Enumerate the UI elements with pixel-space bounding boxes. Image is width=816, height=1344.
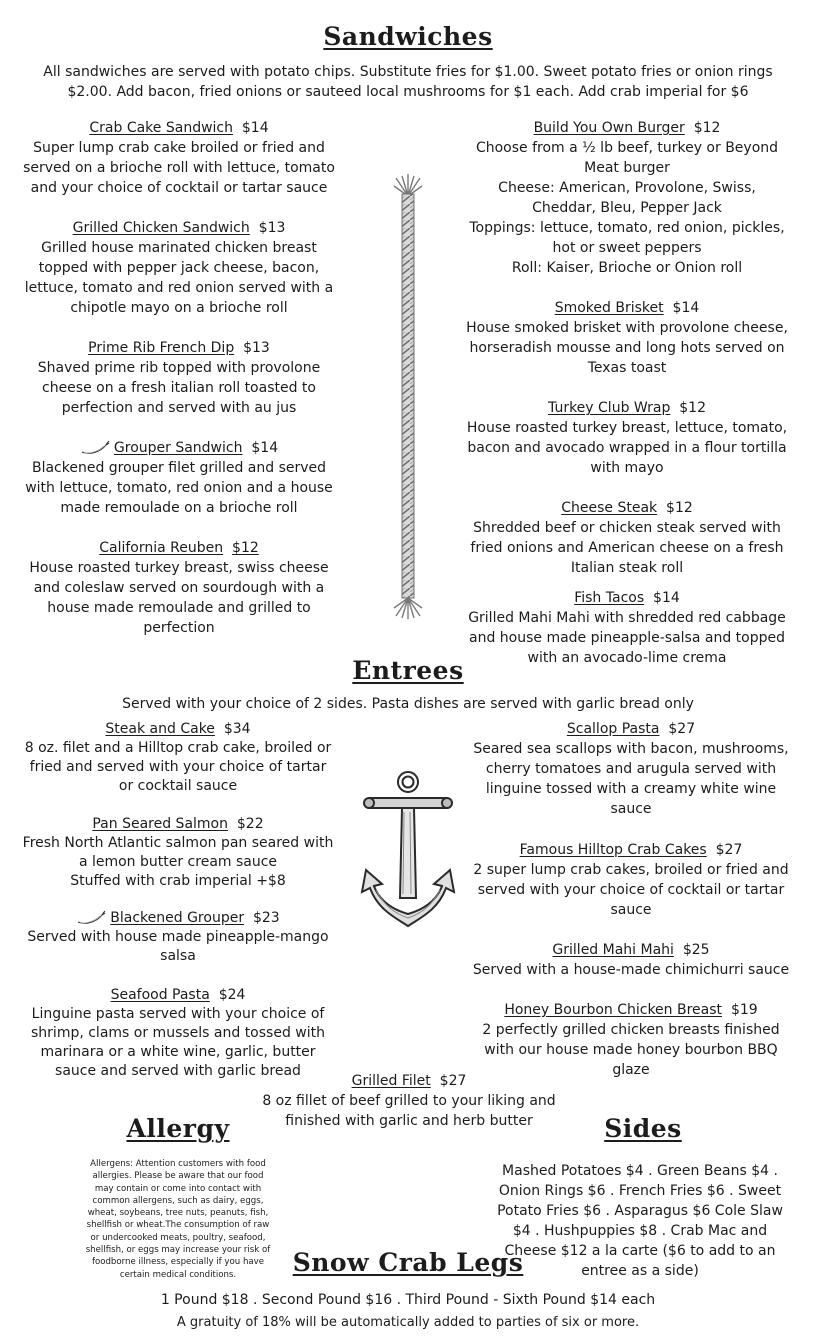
item-name: Grouper Sandwich — [113, 440, 243, 456]
menu-item-grouper-sandwich — [18, 438, 340, 518]
entrees-intro: Served with your choice of 2 sides. Pasta dishes are served with garlic bread only — [122, 696, 694, 712]
item-name: Grilled Filet — [351, 1073, 431, 1089]
item-price: $23 — [252, 910, 280, 926]
item-price: $12 — [679, 400, 706, 416]
salmon-add-on: Stuffed with crab imperial +$8 — [70, 873, 286, 889]
item-description: House smoked brisket with provolone cheese, horseradish mousse and long hots served on Texas toast — [466, 320, 788, 376]
menu-item-turkey-club-wrap — [466, 398, 788, 478]
item-description: 2 super lump crab cakes, broiled or fried and served with your choice of cocktail or tartar sauce — [473, 862, 789, 918]
item-name: Blackened Grouper — [110, 910, 245, 926]
item-description: Blackened grouper filet grilled and served with lettuce, tomato, red onion and a house made remoulade on a brioche roll — [25, 460, 333, 516]
item-name: Turkey Club Wrap — [548, 400, 671, 416]
item-name: Grilled Mahi Mahi — [552, 942, 674, 958]
item-description: House roasted turkey breast, swiss cheese and coleslaw served on sourdough with a house made remoulade and grilled to perfection — [29, 560, 329, 636]
menu-item-cheese-steak — [466, 498, 788, 578]
item-price: $14 — [241, 120, 269, 136]
sides-list: Mashed Potatoes $4 . Green Beans $4 . Onion Rings $6 . French Fries $6 . Sweet Potato Fries $6 . Asparagus $6 Cole Slaw $4 . Hushpuppies $8 . Crab Mac and Cheese $12 a la carte ($6 to add to an entree as a side) — [497, 1163, 783, 1279]
item-name: Cheese Steak — [561, 500, 658, 516]
allergy-notice: Allergens: Attention customers with food allergies. Please be aware that our food may contain or come into contact with common allergens, such as dairy, eggs, wheat, soybeans, tree nuts, peanuts, fish, shellfish or wheat.The consumption of raw or undercooked meats, poultry, seafood, shellfish, or eggs may increase your risk of foodborne illness, especially if you have certain medical conditions. — [85, 1159, 271, 1280]
menu-item-prime-rib-french-dip — [18, 338, 340, 418]
menu-item-california-reuben — [18, 538, 340, 638]
sandwiches-intro: All sandwiches are served with potato chips. Substitute fries for $1.00. Sweet potato fries or onion rings $2.00. Add bacon, fried onions or sauteed local mushrooms for $1 each. Add crab imperial for $6 — [43, 64, 773, 100]
item-description: Seared sea scallops with bacon, mushrooms, cherry tomatoes and arugula served with linguine tossed with a creamy white wine sauce — [473, 741, 789, 817]
item-name: Fish Tacos — [574, 590, 645, 606]
item-price: $27 — [715, 842, 743, 858]
burger-cheese-options: Cheese: American, Provolone, Swiss, Cheddar, Bleu, Pepper Jack — [498, 180, 756, 216]
item-description: Shaved prime rib topped with provolone cheese on a fresh italian roll toasted to perfection and served with au jus — [37, 360, 321, 416]
item-description: 8 oz fillet of beef grilled to your liking and finished with garlic and herb butter — [262, 1093, 556, 1129]
menu-item-build-your-own-burger — [466, 118, 788, 278]
item-description: 2 perfectly grilled chicken breasts finished with our house made honey bourbon BBQ glaze — [482, 1022, 780, 1078]
allergy-heading: Allergy — [126, 1114, 230, 1143]
item-description: Served with house made pineapple-mango salsa — [27, 929, 329, 964]
item-description: House roasted turkey breast, lettuce, tomato, bacon and avocado wrapped in a flour tortilla with mayo — [466, 420, 788, 476]
menu-item-steak-and-cake — [22, 720, 334, 796]
item-name: Seafood Pasta — [110, 987, 210, 1003]
item-name: Prime Rib French Dip — [88, 340, 235, 356]
menu-item-grilled-chicken-sandwich — [18, 218, 340, 318]
item-description: Choose from a ½ lb beef, turkey or Beyond Meat burger — [475, 140, 779, 176]
chili-pepper-icon — [76, 910, 106, 926]
menu-item-pan-seared-salmon — [22, 815, 334, 891]
sides-heading: Sides — [604, 1114, 682, 1143]
item-price: $34 — [223, 721, 251, 737]
item-price: $14 — [672, 300, 700, 316]
menu-item-blackened-grouper — [22, 909, 334, 966]
item-description: Shredded beef or chicken steak served with fried onions and American cheese on a fresh Italian steak roll — [470, 520, 784, 576]
snow-crab-legs-heading: Snow Crab Legs — [292, 1248, 524, 1277]
item-price: $12 — [232, 540, 259, 556]
item-name: Smoked Brisket — [554, 300, 664, 316]
snow-crab-legs-prices: 1 Pound $18 . Second Pound $16 . Third Pound - Sixth Pound $14 each — [160, 1292, 656, 1308]
menu-item-grilled-mahi-mahi — [472, 940, 790, 980]
menu-item-grilled-filet — [260, 1071, 558, 1131]
item-name: California Reuben — [99, 540, 224, 556]
item-price: $13 — [243, 340, 270, 356]
item-name: Honey Bourbon Chicken Breast — [504, 1002, 723, 1018]
menu-item-crab-cake-sandwich — [18, 118, 340, 198]
item-description: 8 oz. filet and a Hilltop crab cake, broiled or fried and served with your choice of tartar or cocktail sauce — [24, 740, 332, 794]
menu-item-seafood-pasta — [22, 986, 334, 1081]
anchor-icon — [356, 768, 460, 930]
item-price: $24 — [218, 987, 246, 1003]
item-price: $25 — [682, 942, 710, 958]
item-price: $22 — [236, 816, 264, 832]
entrees-heading: Entrees — [352, 656, 464, 685]
item-description: Served with a house-made chimichurri sauce — [472, 962, 790, 978]
menu-item-smoked-brisket — [466, 298, 788, 378]
item-name: Crab Cake Sandwich — [89, 120, 233, 136]
item-name: Steak and Cake — [105, 721, 215, 737]
rope-divider-icon — [390, 172, 426, 620]
sandwiches-heading: Sandwiches — [323, 22, 493, 51]
item-description: Linguine pasta served with your choice of shrimp, clams or mussels and tossed with marinara or a white wine, garlic, butter sauce and served with garlic bread — [31, 1006, 325, 1079]
chili-pepper-icon — [80, 440, 110, 456]
burger-roll-options: Roll: Kaiser, Brioche or Onion roll — [511, 260, 743, 276]
item-name: Pan Seared Salmon — [92, 816, 228, 832]
menu-item-famous-hilltop-crab-cakes — [472, 840, 790, 920]
item-price: $12 — [693, 120, 721, 136]
item-price: $27 — [668, 721, 696, 737]
item-description: Super lump crab cake broiled or fried and served on a brioche roll with lettuce, tomato and your choice of cocktail or tartar sauce — [23, 140, 335, 196]
item-name: Famous Hilltop Crab Cakes — [519, 842, 707, 858]
item-price: $12 — [666, 500, 693, 516]
item-name: Build You Own Burger — [533, 120, 685, 136]
menu-item-honey-bourbon-chicken-breast — [472, 1000, 790, 1080]
gratuity-notice: A gratuity of 18% will be automatically added to parties of six or more. — [176, 1315, 640, 1330]
item-price: $14 — [251, 440, 279, 456]
item-description: Grilled Mahi Mahi with shredded red cabbage and house made pineapple-salsa and topped with an avocado-lime crema — [468, 610, 786, 666]
menu-item-scallop-pasta — [472, 720, 790, 819]
item-name: Grilled Chicken Sandwich — [72, 220, 250, 236]
item-price: $19 — [730, 1002, 758, 1018]
item-description: Fresh North Atlantic salmon pan seared with a lemon butter cream sauce — [22, 835, 334, 870]
item-price: $27 — [439, 1073, 467, 1089]
item-price: $14 — [653, 590, 680, 606]
item-name: Scallop Pasta — [566, 721, 660, 737]
item-description: Grilled house marinated chicken breast topped with pepper jack cheese, bacon, lettuce, tomato and red onion served with a chipotle mayo on a brioche roll — [24, 240, 334, 316]
item-price: $13 — [258, 220, 286, 236]
burger-topping-options: Toppings: lettuce, tomato, red onion, pickles, hot or sweet peppers — [469, 220, 785, 256]
